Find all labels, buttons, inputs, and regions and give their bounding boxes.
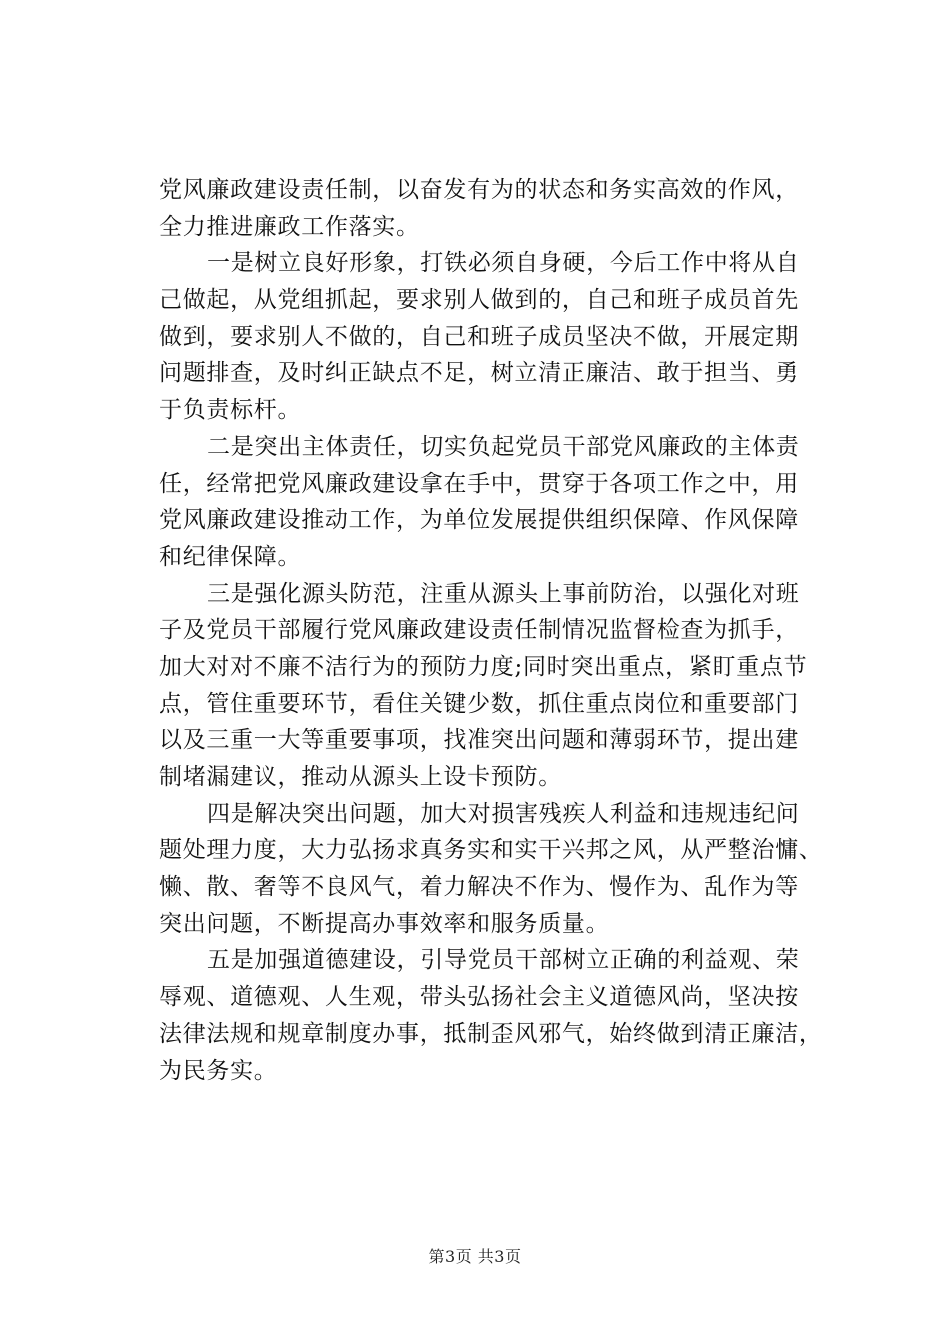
- text-line: 二是突出主体责任，切实负起党员干部党风廉政的主体责: [207, 433, 800, 460]
- paragraph: [159, 429, 831, 576]
- text-line: 三是强化源头防范，注重从源头上事前防治，以强化对班: [207, 580, 800, 607]
- text-line: 和纪律保障。: [159, 543, 302, 570]
- text-line: 于负责标杆。: [159, 397, 302, 424]
- text-line: 法律法规和规章制度办事，抵制歪风邪气，始终做到清正廉洁，: [159, 1020, 823, 1047]
- text-line: 五是加强道德建设，引导党员干部树立正确的利益观、荣: [207, 947, 800, 974]
- text-line: 党风廉政建设推动工作，为单位发展提供组织保障、作风保障: [159, 507, 799, 534]
- paragraph: [159, 796, 831, 943]
- paragraph: [159, 942, 831, 1089]
- text-line: 四是解决突出问题，加大对损害残疾人利益和违规违纪问: [207, 800, 800, 827]
- text-line: 全力推进廉政工作落实。: [159, 213, 420, 240]
- text-line: 己做起，从党组抓起，要求别人做到的，自己和班子成员首先: [159, 287, 799, 314]
- document-body: [159, 172, 831, 1089]
- text-line: 党风廉政建设责任制，以奋发有为的状态和务实高效的作风，: [159, 177, 799, 203]
- page-number-footer: 第3页 共3页: [428, 1247, 522, 1266]
- text-line: 懒、散、奢等不良风气，着力解决不作为、慢作为、乱作为等: [159, 874, 799, 901]
- text-line: 为民务实。: [159, 1057, 278, 1084]
- paragraph: [159, 172, 831, 245]
- text-line: 题处理力度，大力弘扬求真务实和实干兴邦之风，从严整治慵、: [159, 837, 823, 864]
- text-line: 子及党员干部履行党风廉政建设责任制情况监督检查为抓手，: [159, 617, 799, 644]
- text-line: 制堵漏建议，推动从源头上设卡预防。: [159, 764, 562, 790]
- paragraph: [159, 576, 831, 796]
- text-line: 问题排查，及时纠正缺点不足，树立清正廉洁、敢于担当、勇: [159, 360, 799, 387]
- text-line: 突出问题，不断提高办事效率和服务质量。: [159, 910, 610, 937]
- paragraph: [159, 245, 831, 428]
- text-line: 辱观、道德观、人生观，带头弘扬社会主义道德风尚，坚决按: [159, 984, 799, 1011]
- text-line: 加大对对不廉不洁行为的预防力度;同时突出重点，紧盯重点节: [159, 653, 808, 680]
- text-line: 以及三重一大等重要事项，找准突出问题和薄弱环节，提出建: [159, 727, 799, 754]
- text-line: 任，经常把党风廉政建设拿在手中，贯穿于各项工作之中，用: [159, 470, 799, 497]
- text-line: 做到，要求别人不做的，自己和班子成员坚决不做，开展定期: [159, 323, 799, 350]
- text-line: 一是树立良好形象，打铁必须自身硬，今后工作中将从自: [207, 250, 800, 277]
- text-line: 点，管住重要环节，看住关键少数，抓住重点岗位和重要部门: [159, 690, 799, 717]
